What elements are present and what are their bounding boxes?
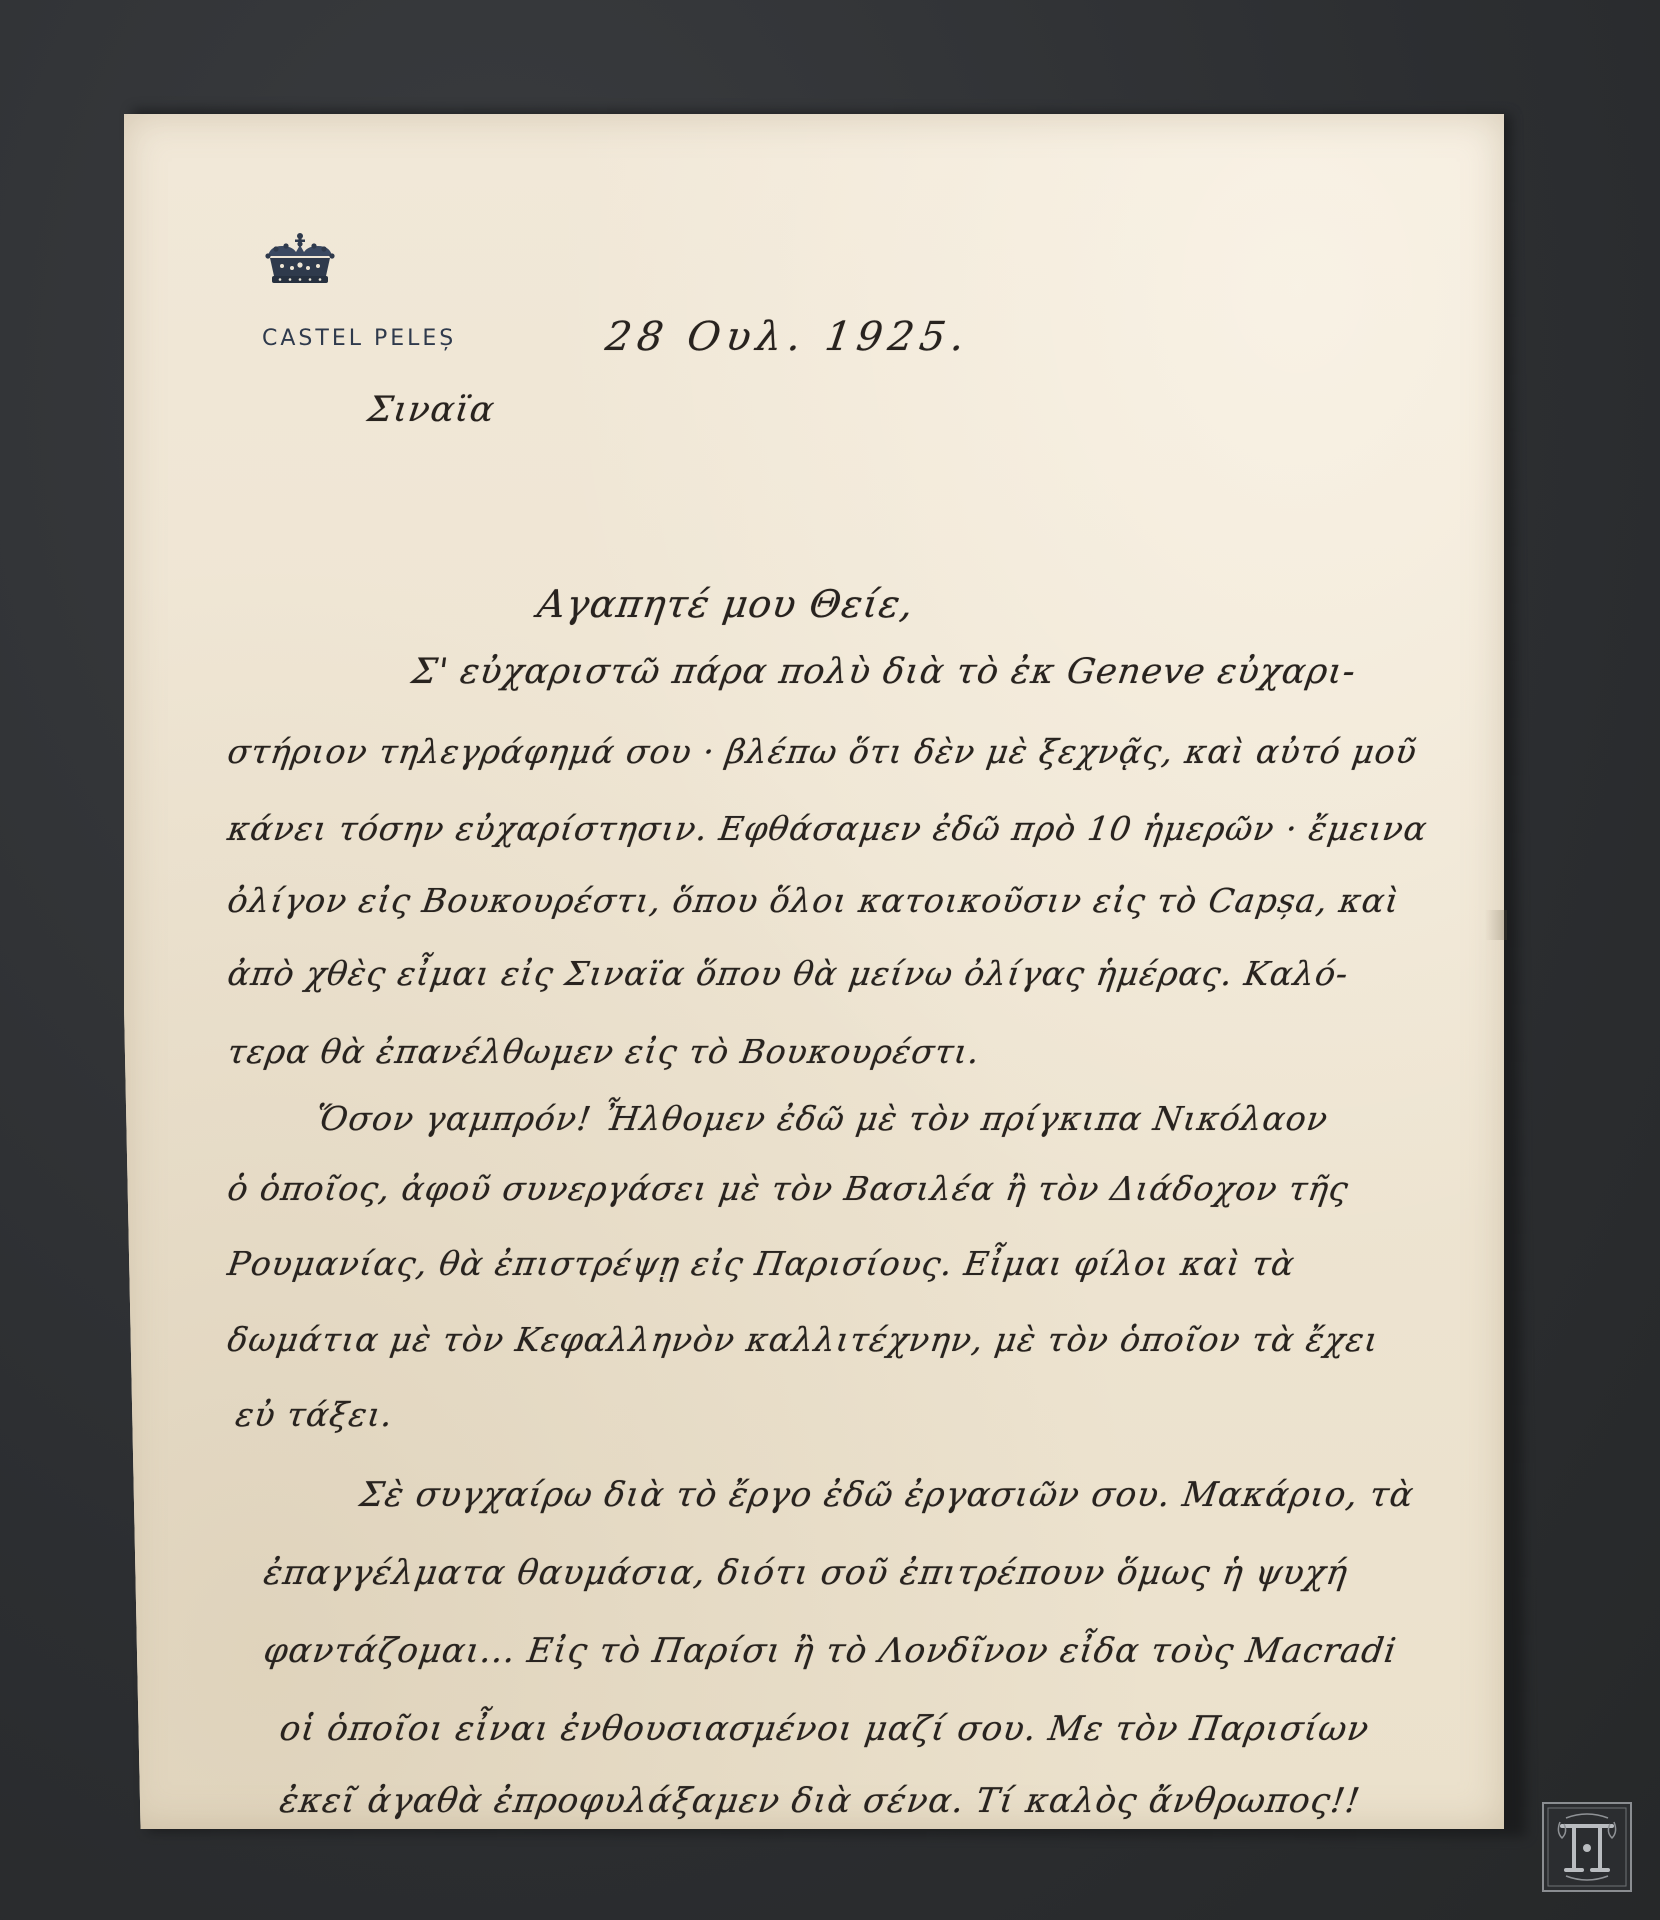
royal-crown-icon: [260, 232, 340, 292]
letter-body-line: ἐπαγγέλματα θαυμάσια, διότι σοῦ ἐπιτρέπουν ὅμως ἡ ψυχή: [261, 1553, 1351, 1593]
letter-body-line: στήριον τηλεγράφημά σου · βλέπω ὅτι δὲν μὲ ξεχνᾷς, καὶ αὐτό μοῦ: [225, 732, 1420, 771]
letter-body-line: εὐ τάξει.: [233, 1395, 396, 1434]
letterhead-name: CASTEL PELEȘ: [262, 326, 457, 351]
letter-body-line: κάνει τόσην εὐχαρίστησιν. Εφθάσαμεν ἐδῶ πρὸ 10 ἡμερῶν · ἔμεινα: [225, 809, 1430, 848]
letter-body-line: ὁ ὁποῖος, ἀφοῦ συνεργάσει μὲ τὸν Βασιλέα ἢ τὸν Διάδοχον τῆς: [225, 1169, 1352, 1208]
letter-body-line: ὀλίγον εἰς Βουκουρέστι, ὅπου ὅλοι κατοικοῦσιν εἰς τὸ Capșa, καὶ: [225, 881, 1403, 920]
letter-body-line: Ὅσον γαμπρόν! Ἦλθομεν ἐδῶ μὲ τὸν πρίγκιπα Νικόλαον: [313, 1099, 1331, 1138]
letter-date: 28 Ουλ. 1925.: [602, 314, 974, 360]
letter-body-line: Ρουμανίας, θὰ ἐπιστρέψῃ εἰς Παρισίους. Εἶμαι φίλοι καὶ τὰ: [225, 1244, 1298, 1283]
letter-salutation: Αγαπητέ μου Θείε,: [534, 582, 917, 626]
letter-body-line: τερα θὰ ἐπανέλθωμεν εἰς τὸ Βουκουρέστι.: [225, 1032, 983, 1071]
letter-body-line: οἱ ὁποῖοι εἶναι ἐνθουσιασμένοι μαζί σου. Με τὸν Παρισίων: [277, 1709, 1372, 1749]
letter-body-line: Σὲ συγχαίρω διὰ τὸ ἔργο ἐδῶ ἐργασιῶν σου. Μακάριο, τὰ: [357, 1475, 1417, 1515]
paper-fold-crease: [1485, 910, 1507, 940]
letter-body-line: ἀπὸ χθὲς εἶμαι εἰς Σιναϊα ὅπου θὰ μείνω ὀλίγας ἡμέρας. Καλό-: [225, 954, 1352, 993]
letter-body-line: δωμάτια μὲ τὸν Κεφαλληνὸν καλλιτέχνην, μὲ τὸν ὁποῖον τὰ ἔχει: [225, 1320, 1382, 1359]
letter-body-line: ἐκεῖ ἀγαθὰ ἐπροφυλάξαμεν διὰ σένα. Τί καλὸς ἄνθρωπος!!: [277, 1781, 1363, 1821]
letter-place: Σιναϊα: [365, 390, 498, 430]
library-monogram-icon: [1542, 1802, 1632, 1892]
letter-body-line: Σ' εὐχαριστῶ πάρα πολὺ διὰ τὸ ἐκ Geneve εὐχαρι-: [409, 652, 1359, 692]
letter-body-line: φαντάζομαι... Εἰς τὸ Παρίσι ἢ τὸ Λονδῖνον εἶδα τοὺς Macradi: [261, 1631, 1400, 1671]
